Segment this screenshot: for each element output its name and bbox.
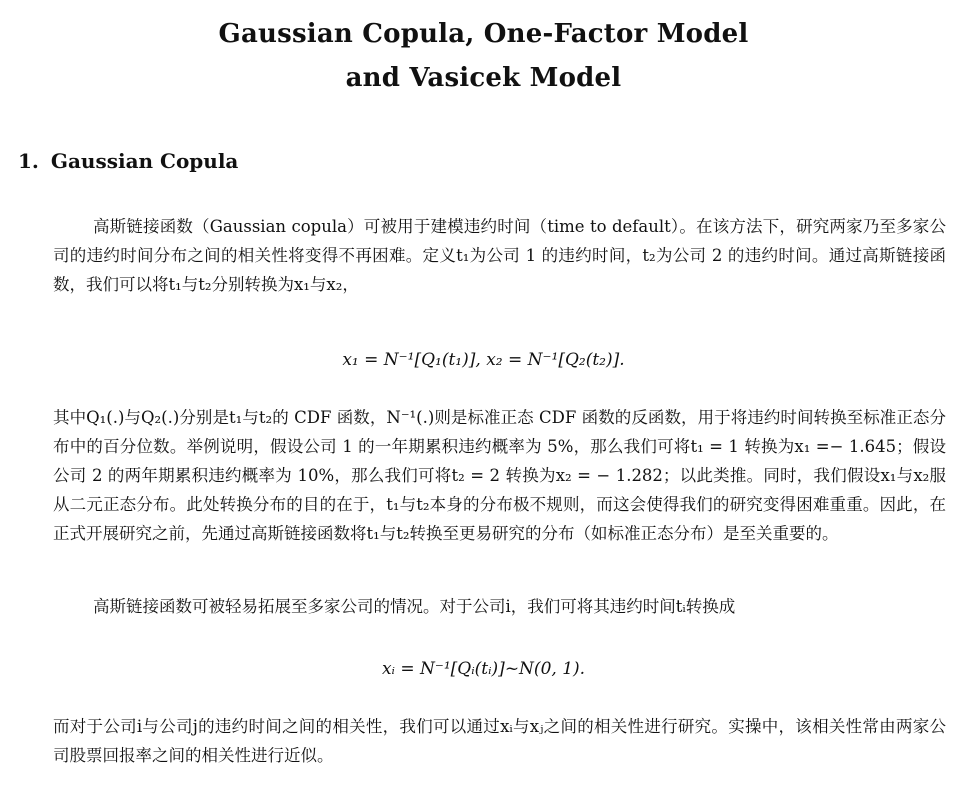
paragraph-correlation: 而对于公司i与公司j的违约时间之间的相关性，我们可以通过xᵢ与xⱼ之间的相关性进行研究。实操中，该相关性常由两家公司股票回报率之间的相关性进行近似。 [53, 717, 946, 765]
paragraph-extension: 高斯链接函数可被轻易拓展至多家公司的情况。对于公司i，我们可将其违约时间tᵢ转换成 [93, 597, 736, 616]
paragraph-explanation: 其中Q₁(.)与Q₂(.)分别是t₁与t₂的 CDF 函数，N⁻¹(.)则是标准正态 CDF 函数的反函数，用于将违约时间转换至标准正态分布中的百分位数。举例说明，假设公司 1 的一年期累积违约概率为 5%，那么我们可将t₁ = 1 转换为x₁ =− 1.645；假设公司 2 的两年期累积违约概率为 10%，那么我们可将t₂ = 2 转换为x₂ = − 1.282；以此类推。同时，我们假设x₁与x₂服从二元正态分布。此处转换分布的目的在于，t₁与t₂本身的分布极不规则，而这会使得我们的研究变得困难重重。因此，在正式开展研究之前，先通过高斯链接函数将t₁与t₂转换至更易研究的分布（如标准正态分布）是至关重要的。 [53, 408, 946, 543]
section-title: Gaussian Copula [50, 149, 239, 173]
paragraph-intro: 高斯链接函数（Gaussian copula）可被用于建模违约时间（time to default）。在该方法下，研究两家乃至多家公司的违约时间分布之间的相关性将变得不再困难。定义t₁为公司 1 的违约时间，t₂为公司 2 的违约时间。通过高斯链接函数，我们可以将t₁与t₂分别转换为x₁与x₂， [53, 217, 946, 294]
section-heading [18, 146, 238, 176]
document-title-line-2: and Vasicek Model [345, 63, 622, 93]
equation-transform-x1-x2: x₁ = N⁻¹[Q₁(t₁)], x₂ = N⁻¹[Q₂(t₂)]. [342, 350, 625, 370]
equation-transform-xi: xᵢ = N⁻¹[Qᵢ(tᵢ)]~N(0, 1). [381, 659, 586, 679]
document-title-line-1: Gaussian Copula, One-Factor Model [218, 19, 749, 49]
section-number: 1. [18, 149, 39, 173]
